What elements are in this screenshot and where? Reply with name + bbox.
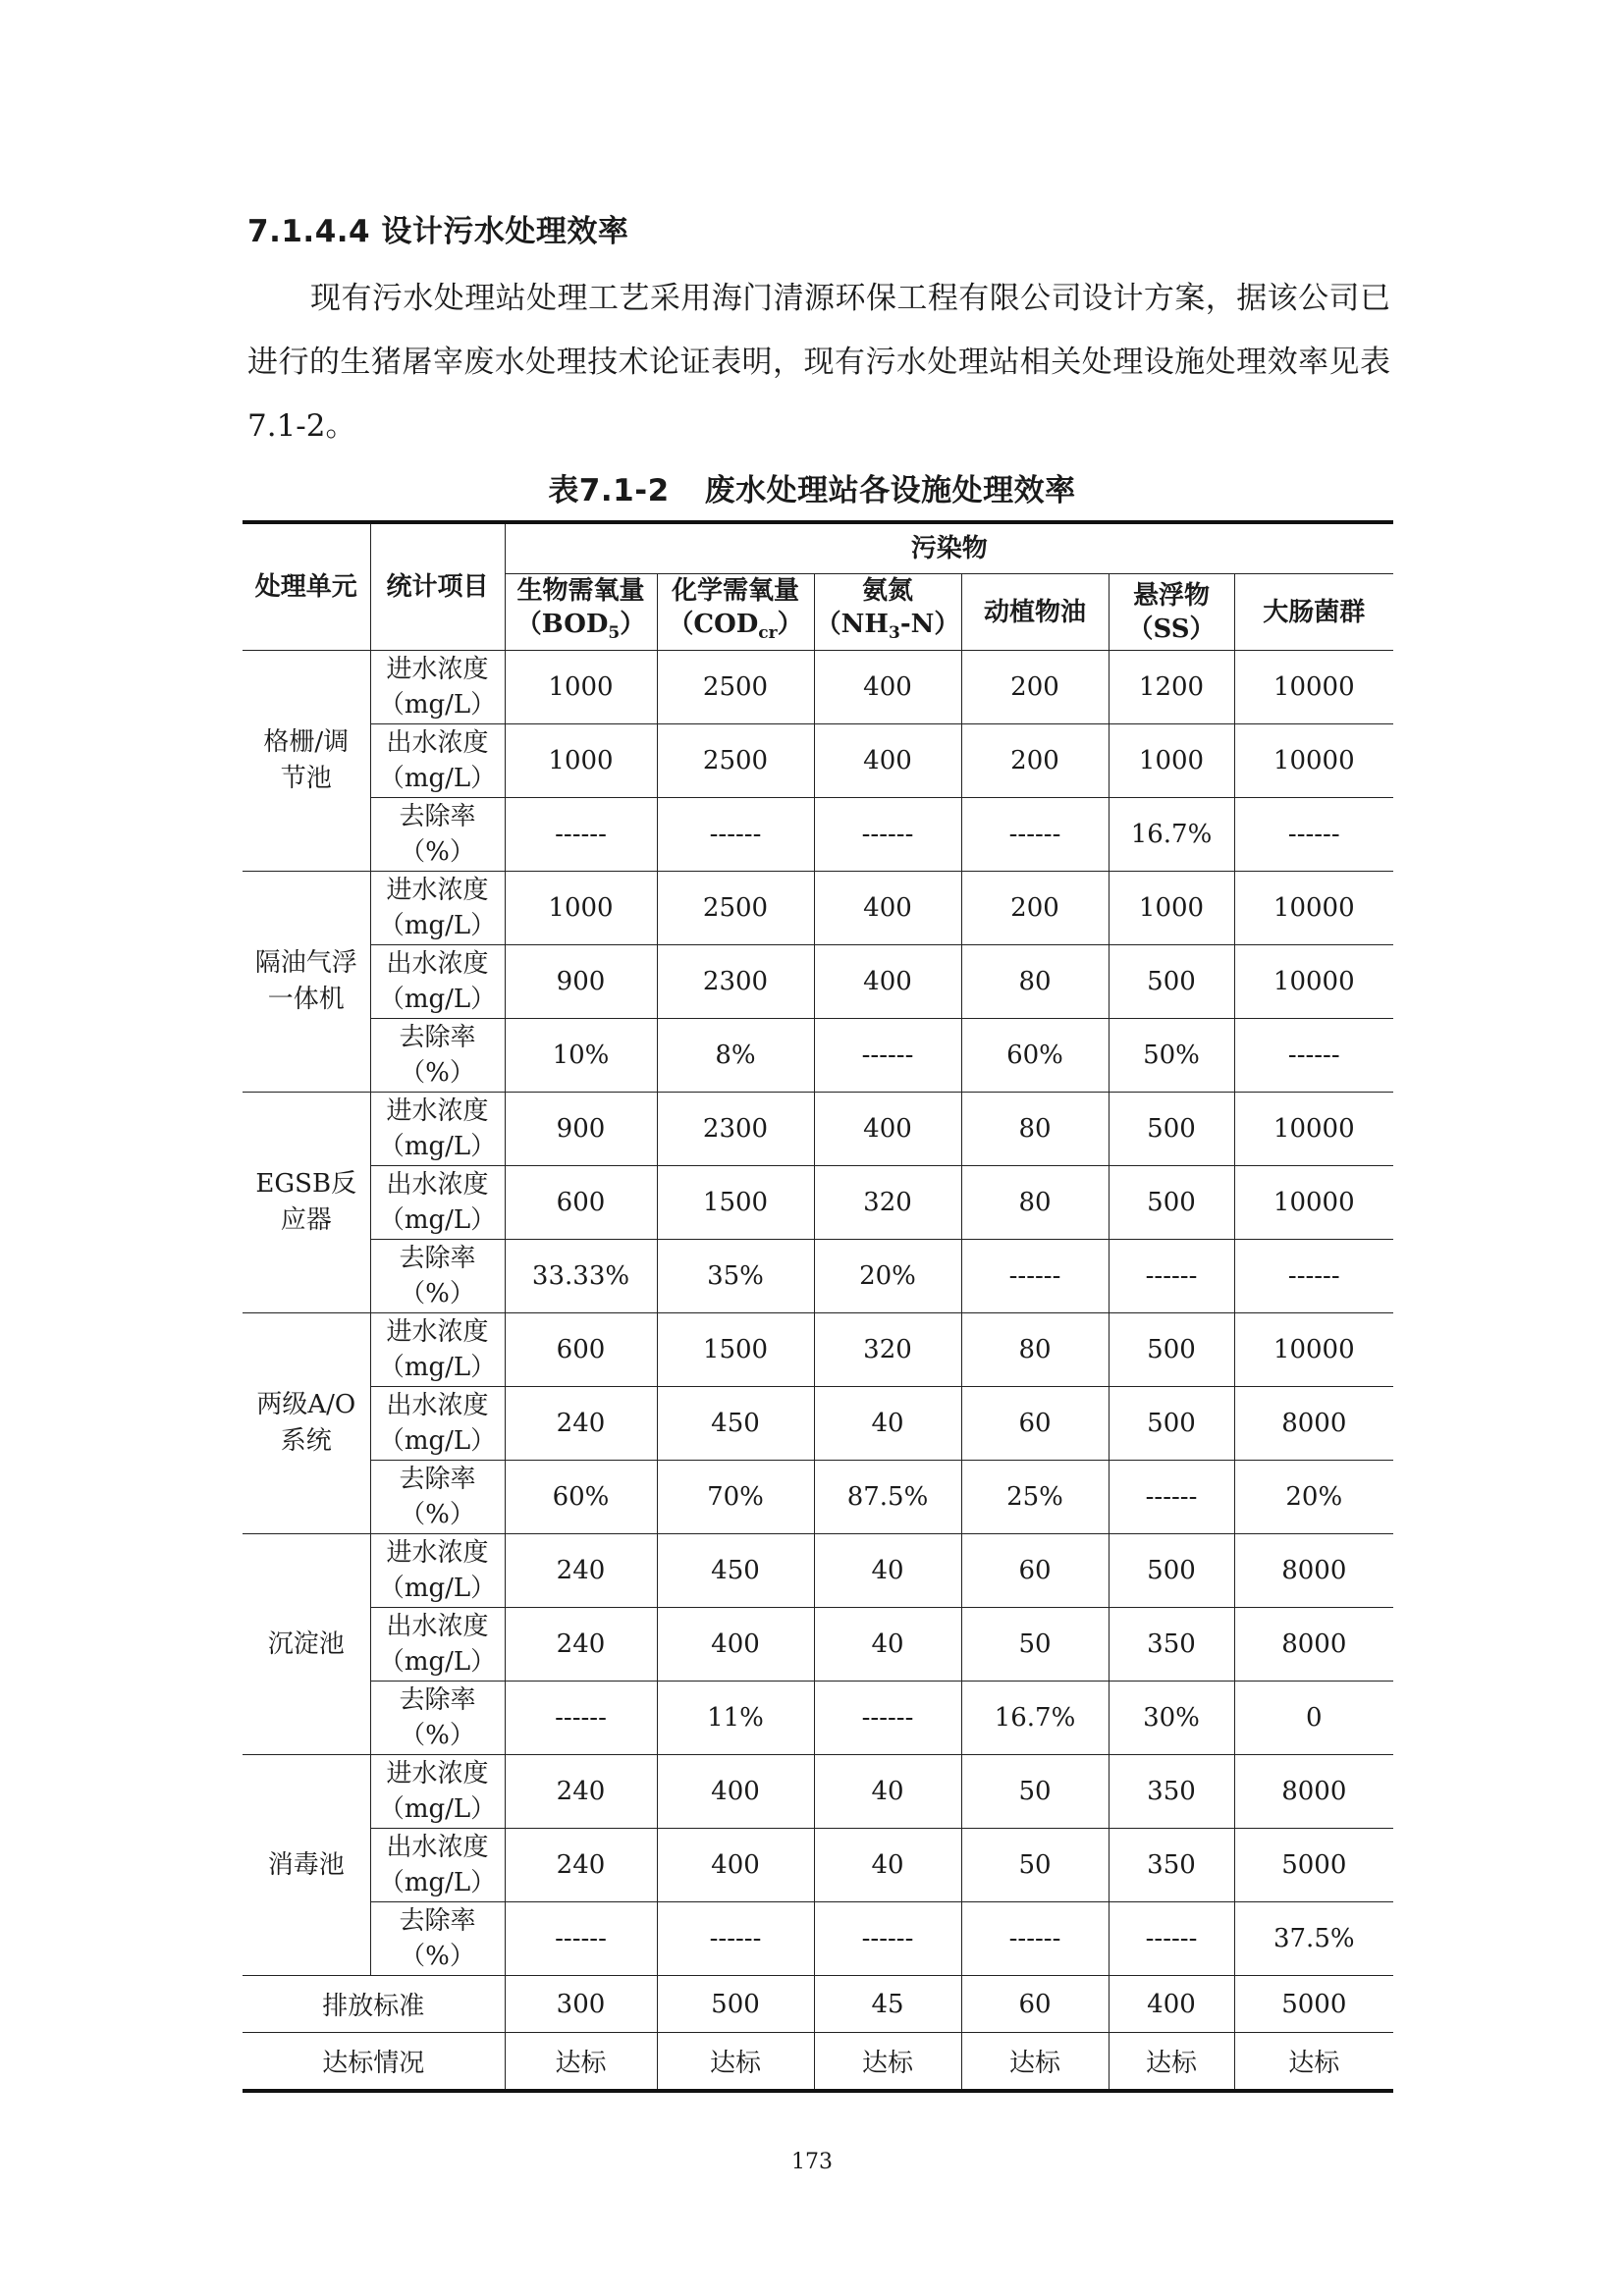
value-cell: 50 xyxy=(961,1755,1109,1829)
value-cell: 500 xyxy=(1109,1313,1234,1387)
value-cell: 320 xyxy=(814,1313,961,1387)
item-cell xyxy=(370,945,505,1019)
unit-cell xyxy=(243,651,370,872)
value-cell: 400 xyxy=(814,1093,961,1166)
value-cell: ------ xyxy=(814,1682,961,1755)
header-col-2 xyxy=(814,574,961,651)
header-col-5 xyxy=(1234,574,1393,651)
table-caption-number: 表7.1-2 xyxy=(548,473,670,508)
header-row-1 xyxy=(243,522,1393,574)
header-unit: 处理单元 xyxy=(243,522,370,651)
header-col-subscript: cr xyxy=(758,623,778,644)
table-caption-title: 废水处理站各设施处理效率 xyxy=(704,473,1076,508)
value-cell: 2500 xyxy=(657,724,814,798)
item-cell xyxy=(370,1682,505,1755)
header-col-sub-close: ） xyxy=(777,610,803,639)
efficiency-table xyxy=(243,520,1393,2093)
table-body xyxy=(243,651,1393,2092)
value-cell: ------ xyxy=(1234,1019,1393,1093)
value-cell: 10000 xyxy=(1234,724,1393,798)
item-label: （mg/L） xyxy=(378,1426,497,1457)
value-cell: 1000 xyxy=(505,651,657,724)
value-cell: ------ xyxy=(961,798,1109,872)
value-cell: 40 xyxy=(814,1534,961,1608)
table-row xyxy=(243,1166,1393,1240)
value-cell: 350 xyxy=(1109,1608,1234,1682)
value-cell: 60 xyxy=(961,1534,1109,1608)
value-cell: 50 xyxy=(961,1608,1109,1682)
header-col-sub-open: （SS） xyxy=(1127,614,1216,644)
standard-label: 排放标准 xyxy=(243,1976,505,2033)
value-cell: ------ xyxy=(1109,1240,1234,1313)
header-col-name: 生物需氧量 xyxy=(516,576,645,606)
compliance-label: 达标情况 xyxy=(243,2033,505,2092)
item-label: （%） xyxy=(400,1279,475,1309)
item-label: （%） xyxy=(400,1058,475,1089)
table-row xyxy=(243,798,1393,872)
value-cell: 8000 xyxy=(1234,1387,1393,1461)
standard-value: 45 xyxy=(814,1976,961,2033)
item-label: 进水浓度 xyxy=(386,876,489,906)
item-label: （mg/L） xyxy=(378,1132,497,1162)
standard-value: 5000 xyxy=(1234,1976,1393,2033)
item-label: （mg/L） xyxy=(378,764,497,794)
value-cell: 80 xyxy=(961,1093,1109,1166)
value-cell: 80 xyxy=(961,945,1109,1019)
item-label: 去除率 xyxy=(399,1906,476,1937)
item-label: 出水浓度 xyxy=(386,949,489,980)
unit-name-line: 格栅/调 xyxy=(263,727,350,758)
value-cell: 10000 xyxy=(1234,945,1393,1019)
value-cell: 450 xyxy=(657,1534,814,1608)
value-cell: 400 xyxy=(814,945,961,1019)
value-cell: 400 xyxy=(657,1755,814,1829)
value-cell: 5000 xyxy=(1234,1829,1393,1902)
unit-name-line: 应器 xyxy=(280,1205,332,1236)
item-label: 进水浓度 xyxy=(386,1759,489,1789)
header-col-name: 动植物油 xyxy=(983,597,1086,627)
value-cell: ------ xyxy=(505,1902,657,1976)
item-label: （mg/L） xyxy=(378,911,497,941)
header-col-name: 悬浮物 xyxy=(1132,580,1210,611)
unit-name-line: 隔油气浮 xyxy=(254,948,357,979)
value-cell: ------ xyxy=(1234,1240,1393,1313)
item-label: 去除率 xyxy=(399,1023,476,1053)
unit-cell xyxy=(243,872,370,1093)
item-label: （%） xyxy=(400,1942,475,1972)
header-item: 统计项目 xyxy=(370,522,505,651)
value-cell: 10000 xyxy=(1234,872,1393,945)
table-row xyxy=(243,1829,1393,1902)
table-row xyxy=(243,1313,1393,1387)
unit-cell xyxy=(243,1093,370,1313)
item-label: 进水浓度 xyxy=(386,655,489,685)
header-pollutant: 污染物 xyxy=(505,522,1393,574)
header-col-subscript: 5 xyxy=(608,623,621,644)
value-cell: 900 xyxy=(505,1093,657,1166)
header-col-sub-open: （BOD xyxy=(515,610,609,639)
unit-cell xyxy=(243,1534,370,1755)
value-cell: 87.5% xyxy=(814,1461,961,1534)
value-cell: 240 xyxy=(505,1755,657,1829)
header-col-0 xyxy=(505,574,657,651)
value-cell: 11% xyxy=(657,1682,814,1755)
value-cell: ------ xyxy=(505,1682,657,1755)
value-cell: 500 xyxy=(1109,1166,1234,1240)
table-row xyxy=(243,872,1393,945)
value-cell: 350 xyxy=(1109,1829,1234,1902)
value-cell: 80 xyxy=(961,1166,1109,1240)
body-paragraph: 现有污水处理站处理工艺采用海门清源环保工程有限公司设计方案，据该公司已进行的生猪屠宰废水处理技术论证表明，现有污水处理站相关处理设施处理效率见表7.1-2。 xyxy=(247,281,1390,444)
header-col-sub xyxy=(658,608,814,650)
table-row xyxy=(243,1387,1393,1461)
item-label: 出水浓度 xyxy=(386,728,489,759)
value-cell: 40 xyxy=(814,1755,961,1829)
value-cell: 40 xyxy=(814,1608,961,1682)
compliance-value: 达标 xyxy=(1234,2033,1393,2092)
value-cell: 1000 xyxy=(505,872,657,945)
item-label: 进水浓度 xyxy=(386,1096,489,1127)
compliance-value: 达标 xyxy=(814,2033,961,2092)
value-cell: 50 xyxy=(961,1829,1109,1902)
item-label: （%） xyxy=(400,1500,475,1530)
item-cell xyxy=(370,1387,505,1461)
value-cell: 10000 xyxy=(1234,651,1393,724)
value-cell: 500 xyxy=(1109,1093,1234,1166)
item-label: 出水浓度 xyxy=(386,1170,489,1201)
value-cell: 400 xyxy=(814,872,961,945)
table-row xyxy=(243,1019,1393,1093)
unit-name-line: 两级A/O xyxy=(256,1390,356,1420)
value-cell: 2500 xyxy=(657,651,814,724)
value-cell: 80 xyxy=(961,1313,1109,1387)
value-cell: 60 xyxy=(961,1387,1109,1461)
value-cell: 1000 xyxy=(1109,872,1234,945)
header-col-sub xyxy=(815,608,961,650)
header-col-sub xyxy=(506,608,657,650)
item-label: 去除率 xyxy=(399,1465,476,1495)
value-cell: 60% xyxy=(961,1019,1109,1093)
standard-value: 500 xyxy=(657,1976,814,2033)
item-label: （mg/L） xyxy=(378,1353,497,1383)
value-cell: ------ xyxy=(657,798,814,872)
item-label: 出水浓度 xyxy=(386,1612,489,1642)
value-cell: 33.33% xyxy=(505,1240,657,1313)
header-col-4 xyxy=(1109,574,1234,651)
value-cell: 1500 xyxy=(657,1313,814,1387)
item-label: 去除率 xyxy=(399,802,476,832)
unit-cell xyxy=(243,1755,370,1976)
standard-value: 400 xyxy=(1109,1976,1234,2033)
value-cell: 2300 xyxy=(657,945,814,1019)
value-cell: ------ xyxy=(814,798,961,872)
value-cell: 240 xyxy=(505,1387,657,1461)
table-row xyxy=(243,1608,1393,1682)
header-col-sub-close: -N） xyxy=(899,610,960,639)
value-cell: 70% xyxy=(657,1461,814,1534)
table-caption xyxy=(0,465,1624,509)
value-cell: 500 xyxy=(1109,1387,1234,1461)
item-cell xyxy=(370,1093,505,1166)
item-cell xyxy=(370,651,505,724)
value-cell: 200 xyxy=(961,724,1109,798)
item-cell xyxy=(370,1755,505,1829)
value-cell: 40 xyxy=(814,1829,961,1902)
compliance-row xyxy=(243,2033,1393,2092)
value-cell: 200 xyxy=(961,872,1109,945)
item-cell xyxy=(370,1166,505,1240)
value-cell: 10000 xyxy=(1234,1166,1393,1240)
item-cell xyxy=(370,798,505,872)
value-cell: 10% xyxy=(505,1019,657,1093)
header-col-sub-close: ） xyxy=(620,610,646,639)
item-cell xyxy=(370,1902,505,1976)
item-label: （mg/L） xyxy=(378,1647,497,1678)
value-cell: 320 xyxy=(814,1166,961,1240)
value-cell: 50% xyxy=(1109,1019,1234,1093)
table-row xyxy=(243,1534,1393,1608)
unit-name-line: 消毒池 xyxy=(267,1849,345,1880)
compliance-value: 达标 xyxy=(961,2033,1109,2092)
header-col-sub-open: （NH xyxy=(815,610,889,639)
standard-value: 60 xyxy=(961,1976,1109,2033)
item-cell xyxy=(370,1534,505,1608)
item-label: （%） xyxy=(400,837,475,868)
value-cell: 16.7% xyxy=(1109,798,1234,872)
value-cell: 25% xyxy=(961,1461,1109,1534)
value-cell: 40 xyxy=(814,1387,961,1461)
value-cell: 240 xyxy=(505,1829,657,1902)
unit-name-line: EGSB反 xyxy=(255,1169,357,1200)
value-cell: 500 xyxy=(1109,945,1234,1019)
table-row xyxy=(243,945,1393,1019)
value-cell: 1000 xyxy=(505,724,657,798)
value-cell: 60% xyxy=(505,1461,657,1534)
item-cell xyxy=(370,1240,505,1313)
value-cell: 8000 xyxy=(1234,1755,1393,1829)
value-cell: 400 xyxy=(814,651,961,724)
item-label: 出水浓度 xyxy=(386,1833,489,1863)
item-cell xyxy=(370,1019,505,1093)
header-col-name: 化学需氧量 xyxy=(671,576,799,606)
value-cell: 35% xyxy=(657,1240,814,1313)
value-cell: ------ xyxy=(814,1902,961,1976)
value-cell: 10000 xyxy=(1234,1313,1393,1387)
header-col-sub-open: （COD xyxy=(668,610,759,639)
value-cell: 400 xyxy=(657,1608,814,1682)
value-cell: 450 xyxy=(657,1387,814,1461)
value-cell: 900 xyxy=(505,945,657,1019)
header-col-3 xyxy=(961,574,1109,651)
unit-cell xyxy=(243,1313,370,1534)
standard-value: 300 xyxy=(505,1976,657,2033)
value-cell: ------ xyxy=(961,1902,1109,1976)
value-cell: 400 xyxy=(814,724,961,798)
header-col-name: 大肠菌群 xyxy=(1263,597,1366,627)
value-cell: 1000 xyxy=(1109,724,1234,798)
value-cell: ------ xyxy=(1109,1461,1234,1534)
header-col-subscript: 3 xyxy=(888,623,900,644)
standard-row xyxy=(243,1976,1393,2033)
item-label: 进水浓度 xyxy=(386,1538,489,1569)
item-label: （%） xyxy=(400,1721,475,1751)
value-cell: 8% xyxy=(657,1019,814,1093)
compliance-value: 达标 xyxy=(657,2033,814,2092)
item-label: （mg/L） xyxy=(378,690,497,721)
unit-name-line: 系统 xyxy=(280,1426,332,1457)
unit-name-line: 节池 xyxy=(280,764,332,794)
item-label: （mg/L） xyxy=(378,985,497,1015)
unit-name-line: 沉淀池 xyxy=(267,1629,345,1659)
table-row xyxy=(243,1755,1393,1829)
value-cell: 200 xyxy=(961,651,1109,724)
value-cell: ------ xyxy=(1234,798,1393,872)
header-col-sub xyxy=(1110,613,1234,646)
item-label: 去除率 xyxy=(399,1244,476,1274)
item-label: （mg/L） xyxy=(378,1794,497,1825)
item-cell xyxy=(370,1461,505,1534)
value-cell: 2300 xyxy=(657,1093,814,1166)
value-cell: 1500 xyxy=(657,1166,814,1240)
value-cell: 20% xyxy=(814,1240,961,1313)
table-row xyxy=(243,1682,1393,1755)
item-cell xyxy=(370,1608,505,1682)
item-cell xyxy=(370,1313,505,1387)
value-cell: 8000 xyxy=(1234,1608,1393,1682)
value-cell: 600 xyxy=(505,1313,657,1387)
section-heading: 7.1.4.4 设计污水处理效率 xyxy=(247,214,629,249)
item-label: （mg/L） xyxy=(378,1205,497,1236)
value-cell: 2500 xyxy=(657,872,814,945)
value-cell: 240 xyxy=(505,1534,657,1608)
value-cell: 400 xyxy=(657,1829,814,1902)
value-cell: 350 xyxy=(1109,1755,1234,1829)
value-cell: 10000 xyxy=(1234,1093,1393,1166)
value-cell: 500 xyxy=(1109,1534,1234,1608)
table-row xyxy=(243,1461,1393,1534)
item-label: 进水浓度 xyxy=(386,1317,489,1348)
page-number: 173 xyxy=(791,2150,833,2174)
compliance-value: 达标 xyxy=(505,2033,657,2092)
value-cell: 37.5% xyxy=(1234,1902,1393,1976)
item-cell xyxy=(370,872,505,945)
value-cell: 0 xyxy=(1234,1682,1393,1755)
header-col-name: 氨氮 xyxy=(861,576,913,606)
item-label: （mg/L） xyxy=(378,1574,497,1604)
value-cell: ------ xyxy=(505,798,657,872)
value-cell: 20% xyxy=(1234,1461,1393,1534)
item-label: 去除率 xyxy=(399,1685,476,1716)
unit-name-line: 一体机 xyxy=(267,985,345,1015)
item-cell xyxy=(370,724,505,798)
value-cell: 16.7% xyxy=(961,1682,1109,1755)
value-cell: 600 xyxy=(505,1166,657,1240)
value-cell: 240 xyxy=(505,1608,657,1682)
header-col-1 xyxy=(657,574,814,651)
value-cell: 8000 xyxy=(1234,1534,1393,1608)
value-cell: ------ xyxy=(961,1240,1109,1313)
table-row xyxy=(243,1240,1393,1313)
table-row xyxy=(243,651,1393,724)
item-cell xyxy=(370,1829,505,1902)
value-cell: ------ xyxy=(814,1019,961,1093)
table-row xyxy=(243,1902,1393,1976)
value-cell: ------ xyxy=(1109,1902,1234,1976)
table-row xyxy=(243,724,1393,798)
table-row xyxy=(243,1093,1393,1166)
value-cell: 30% xyxy=(1109,1682,1234,1755)
value-cell: 1200 xyxy=(1109,651,1234,724)
item-label: 出水浓度 xyxy=(386,1391,489,1421)
value-cell: ------ xyxy=(657,1902,814,1976)
compliance-value: 达标 xyxy=(1109,2033,1234,2092)
item-label: （mg/L） xyxy=(378,1868,497,1898)
